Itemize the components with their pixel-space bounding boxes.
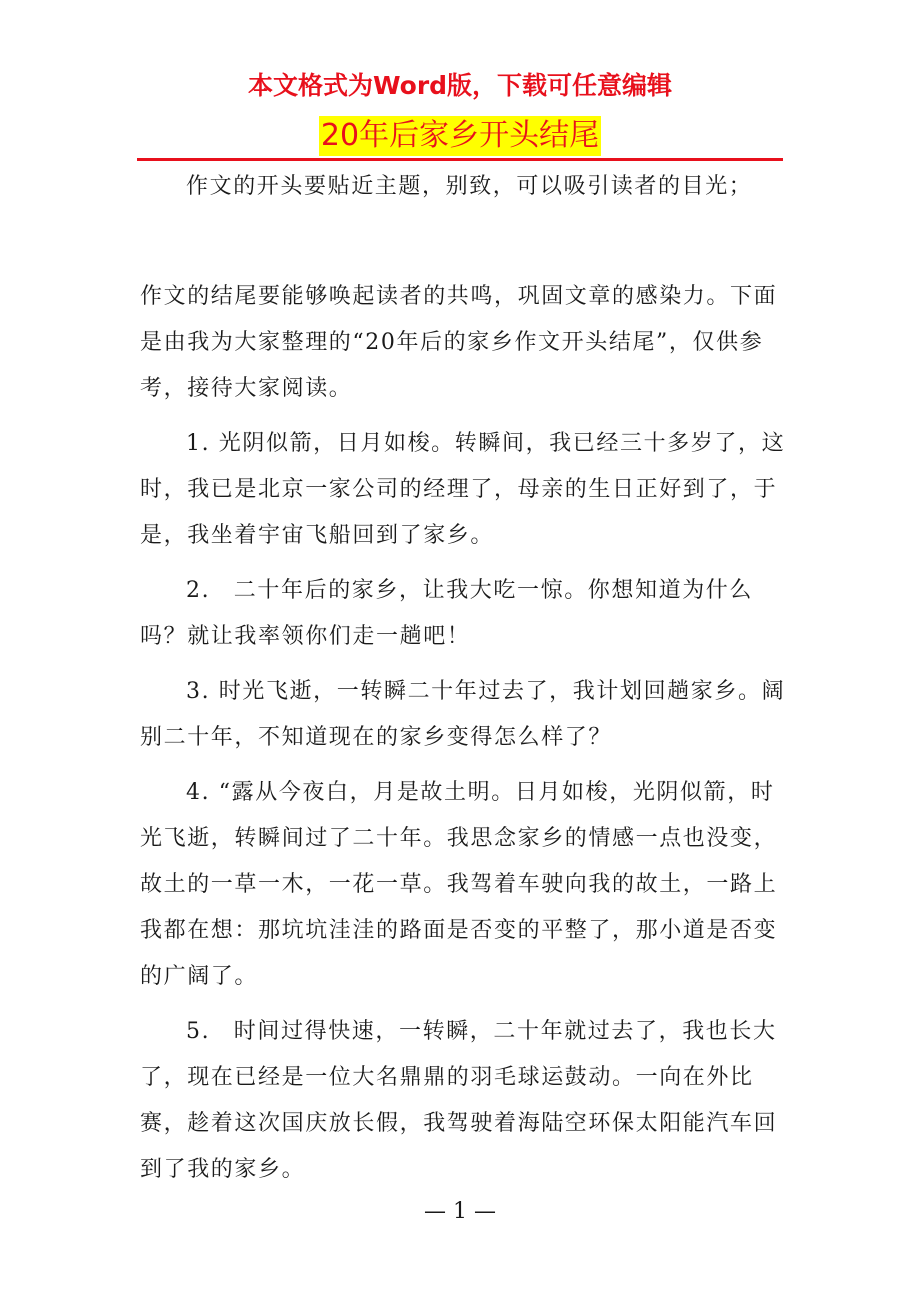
paragraph-example-2: 2. 二十年后的家乡，让我大吃一惊。你想知道为什么吗？就让我率领你们走一趟吧！: [140, 578, 753, 649]
title-divider: [137, 158, 783, 161]
paragraph-intro-opening: 作文的开头要贴近主题，别致，可以吸引读者的目光；: [186, 174, 753, 199]
paragraph-example-4: 4. “露从今夜白，月是故土明。日月如梭，光阴似箭，时光飞逝，转瞬间过了二十年。我思念家乡的情感一点也没变，故土的一草一木，一花一草。我驾着车驶向我的故土，一路上我都在想：那坑坑洼洼的路面是否变的平整了，那小道是否变的广阔了。: [140, 780, 778, 989]
paragraph-example-3: 3. 时光飞逝，一转瞬二十年过去了，我计划回趟家乡。阔别二十年，不知道现在的家乡变得怎么样了？: [140, 679, 786, 750]
document-title: 20年后家乡开头结尾: [319, 116, 601, 156]
paragraph-intro-ending: 作文的结尾要能够唤起读者的共鸣，巩固文章的感染力。下面是由我为大家整理的“20年后的家乡作文开头结尾”，仅供参考，接待大家阅读。: [140, 284, 778, 401]
paragraph-example-1: 1. 光阴似箭，日月如梭。转瞬间，我已经三十多岁了，这时，我已是北京一家公司的经理了，母亲的生日正好到了，于是，我坐着宇宙飞船回到了家乡。: [140, 431, 786, 548]
page-number: — 1 —: [424, 1199, 496, 1224]
format-notice-banner: 本文格式为Word版，下载可任意编辑: [247, 71, 673, 100]
title-container: [0, 116, 920, 156]
document-body: [140, 164, 790, 1193]
paragraph-example-5: 5. 时间过得快速，一转瞬，二十年就过去了，我也长大了，现在已经是一位大名鼎鼎的羽毛球运鼓动。一向在外比赛，趁着这次国庆放长假，我驾驶着海陆空环保太阳能汽车回到了我的家乡。: [140, 1019, 778, 1182]
